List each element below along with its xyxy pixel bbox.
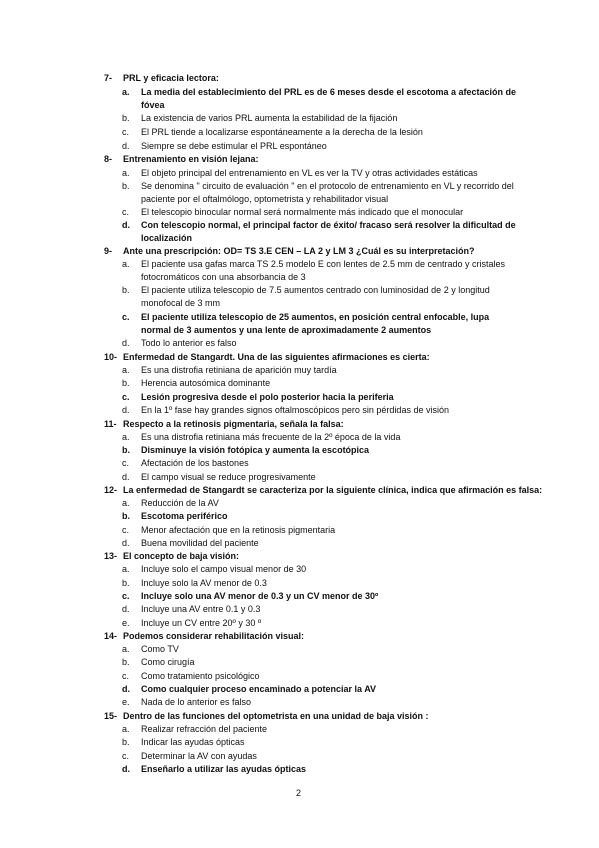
option-text: Escotoma periférico (141, 511, 228, 521)
question-number: 13- (104, 551, 118, 561)
option-letter: c. (122, 591, 130, 601)
option-letter: e. (122, 697, 130, 707)
question-number: 9- (104, 246, 113, 256)
option-letter: a. (122, 168, 130, 178)
option-letter: c. (122, 458, 130, 468)
option-letter: b. (122, 657, 130, 667)
option-text: El campo visual se reduce progresivamente (141, 472, 316, 482)
option-text: Menor afectación que en la retinosis pigmentaria (141, 525, 336, 535)
option-letter: b. (122, 285, 130, 295)
option-text: El paciente utiliza telescopio de 25 aumentos, en posición central enfocable, lupa normal de 3 aumentos y una lente de aproximadamente 2 aumentos (141, 312, 490, 335)
option-letter: a. (122, 365, 130, 375)
option-text: El paciente usa gafas marca TS 2.5 modelo E con lentes de 2.5 mm de centrado y cristales fotocromáticos con una absorbancia de 3 (141, 259, 506, 282)
option-letter: c. (122, 525, 130, 535)
option-text: Incluye solo una AV menor de 0.3 y un CV menor de 30º (141, 591, 379, 601)
question-text: PRL y eficacia lectora: (123, 73, 219, 83)
question-number: 14- (104, 631, 118, 641)
option-text: Se denomina " circuito de evaluación " en el protocolo de entrenamiento en VL y recorrido del paciente por el oftalmólogo, optometrista y rehabilitador visual (141, 181, 514, 204)
option-text: Incluye una AV entre 0.1 y 0.3 (141, 604, 261, 614)
option-letter: b. (122, 378, 130, 388)
option-letter: d. (122, 220, 130, 230)
option-text: Afectación de los bastones (141, 458, 249, 468)
option-text: La media del establecimiento del PRL es de 6 meses desde el escotoma a afectación de fóvea (141, 87, 516, 110)
option-text: Siempre se debe estimular el PRL espontáneo (141, 141, 327, 151)
option-letter: b. (122, 445, 130, 455)
option-letter: a. (122, 259, 130, 269)
question-number: 7- (104, 73, 113, 83)
question-number: 11- (104, 419, 117, 429)
option-letter: c. (122, 392, 130, 402)
option-letter: a. (122, 432, 130, 442)
option-letter: a. (122, 644, 130, 654)
option-letter: d. (122, 338, 130, 348)
option-text: Incluye solo la AV menor de 0.3 (141, 578, 267, 588)
option-text: Determinar la AV con ayudas (141, 751, 257, 761)
option-text: El telescopio binocular normal será normalmente más indicado que el monocular (141, 207, 464, 217)
option-letter: b. (122, 511, 130, 521)
option-text: Reducción de la AV (141, 498, 219, 508)
question-number: 15- (104, 711, 118, 721)
option-text: Todo lo anterior es falso (141, 338, 237, 348)
option-text: Disminuye la visión fotópica y aumenta la escotópica (141, 445, 370, 455)
option-letter: e. (122, 618, 130, 628)
option-letter: a. (122, 87, 130, 97)
question-number: 8- (104, 154, 113, 164)
option-letter: c. (122, 312, 130, 322)
question-text: Respecto a la retinosis pigmentaria, señala la falsa: (123, 419, 344, 429)
option-letter: d. (122, 764, 130, 774)
option-text: Como tratamiento psicológico (141, 671, 260, 681)
option-text: La existencia de varios PRL aumenta la estabilidad de la fijación (141, 113, 398, 123)
question-text: Ante una prescripción: OD= TS 3.E CEN – LA 2 y LM 3 ¿Cuál es su interpretación? (123, 246, 475, 256)
question-text: Enfermedad de Stangardt. Una de las siguientes afirmaciones es cierta: (123, 352, 430, 362)
option-letter: b. (122, 113, 130, 123)
option-text: Lesión progresiva desde el polo posterior hacia la periferia (141, 392, 394, 402)
option-letter: d. (122, 405, 130, 415)
option-letter: d. (122, 472, 130, 482)
option-text: Herencia autosómica dominante (141, 378, 271, 388)
option-text: Es una distrofia retiniana más frecuente de la 2º época de la vida (141, 432, 401, 442)
question-text: Podemos considerar rehabilitación visual: (123, 631, 305, 641)
option-text: Con telescopio normal, el principal factor de éxito/ fracaso será resolver la dificultad de localización (141, 220, 516, 243)
page-number: 2 (296, 788, 302, 798)
option-letter: d. (122, 684, 130, 694)
option-text: Incluye solo el campo visual menor de 30 (141, 564, 307, 574)
option-letter: c. (122, 751, 130, 761)
question-text: Entrenamiento en visión lejana: (123, 154, 259, 164)
option-text: Enseñarlo a utilizar las ayudas ópticas (141, 764, 307, 774)
option-text: Como cirugía (141, 657, 195, 667)
option-text: Como cualquier proceso encaminado a potenciar la AV (141, 684, 377, 694)
option-text: Buena movilidad del paciente (141, 538, 259, 548)
option-text: Realizar refracción del paciente (141, 724, 268, 734)
option-letter: b. (122, 181, 130, 191)
option-letter: a. (122, 564, 130, 574)
option-text: Nada de lo anterior es falso (141, 697, 252, 707)
option-text: Es una distrofia retiniana de aparición muy tardía (141, 365, 337, 375)
question-number: 12- (104, 485, 118, 495)
option-letter: b. (122, 737, 130, 747)
option-text: El objeto principal del entrenamiento en VL es ver la TV y otras actividades estáticas (141, 168, 478, 178)
option-letter: b. (122, 578, 130, 588)
question-number: 10- (104, 352, 118, 362)
option-text: Indicar las ayudas ópticas (141, 737, 245, 747)
option-letter: a. (122, 724, 130, 734)
option-text: En la 1º fase hay grandes signos oftalmoscópicos pero sin pérdidas de visión (141, 405, 449, 415)
option-text: Como TV (141, 644, 179, 654)
option-text: Incluye un CV entre 20º y 30 º (141, 618, 262, 628)
question-text: Dentro de las funciones del optometrista en una unidad de baja visión : (123, 711, 429, 721)
option-letter: d. (122, 604, 130, 614)
option-letter: d. (122, 141, 130, 151)
option-letter: a. (122, 498, 130, 508)
question-text: La enfermedad de Stangardt se caracteriza por la siguiente clínica, indica que afirmación es falsa: (123, 485, 543, 495)
question-text: El concepto de baja visión: (123, 551, 240, 561)
option-letter: c. (122, 207, 130, 217)
option-text: El paciente utiliza telescopio de 7.5 aumentos centrado con luminosidad de 2 y longitud monofocal de 3 mm (141, 285, 490, 308)
option-letter: c. (122, 671, 130, 681)
option-text: El PRL tiende a localizarse espontáneamente a la derecha de la lesión (141, 127, 423, 137)
option-letter: d. (122, 538, 130, 548)
option-letter: c. (122, 127, 130, 137)
